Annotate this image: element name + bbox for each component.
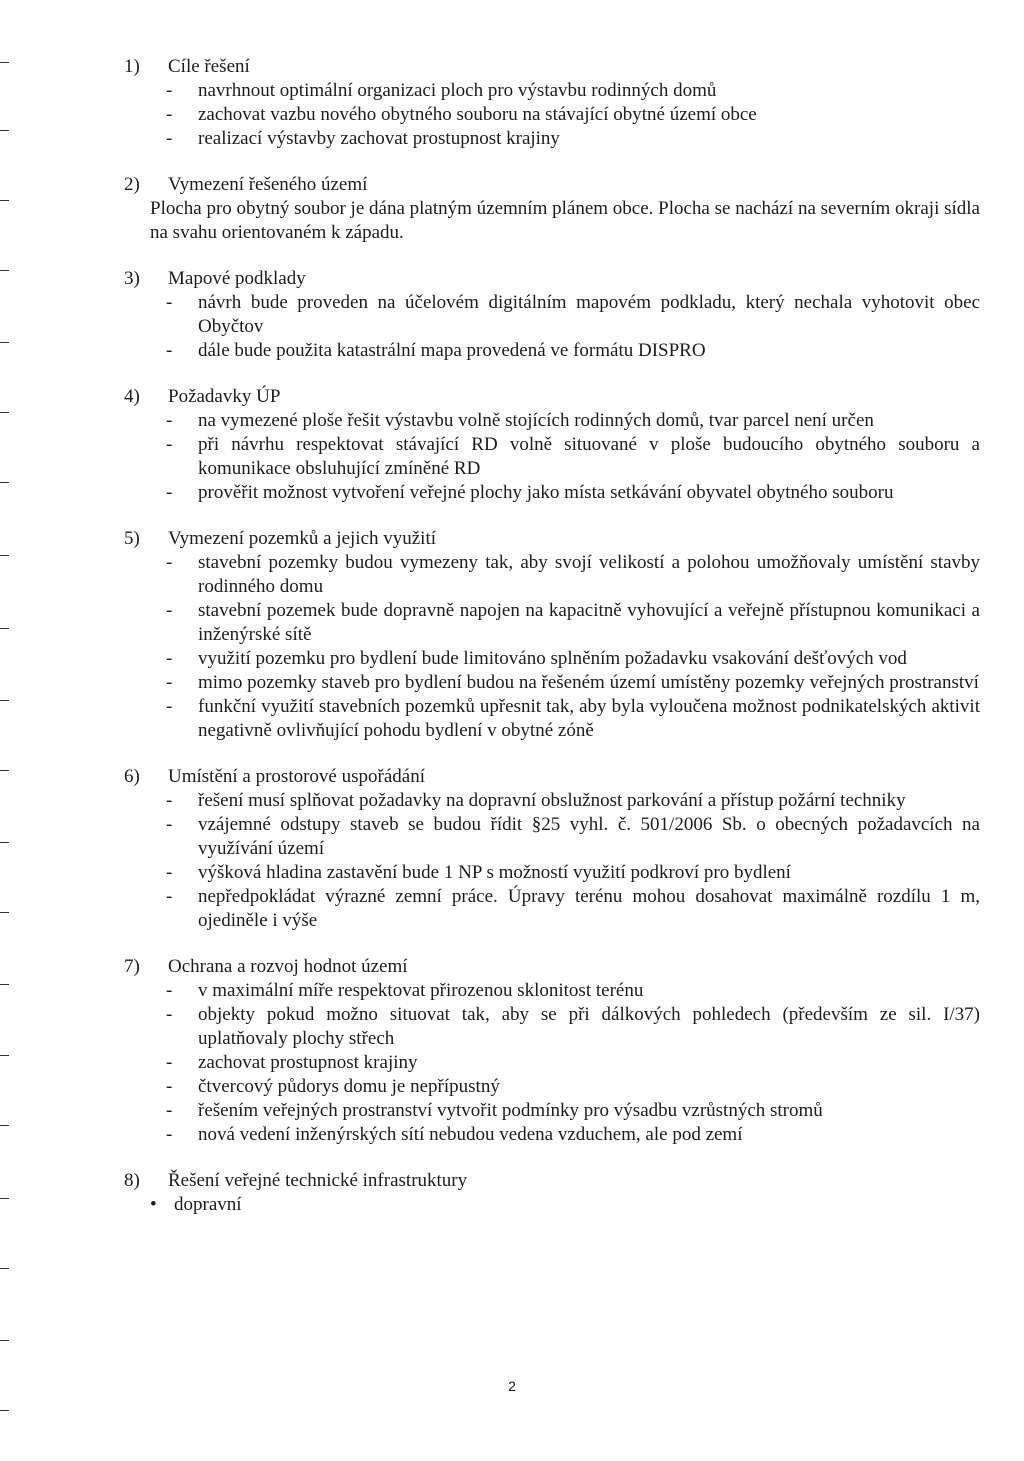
list-item bbox=[118, 671, 980, 695]
item-text: stavební pozemek bude dopravně napojen na kapacitně vyhovující a veřejně přístupnou komunikaci a inženýrské sítě bbox=[198, 600, 980, 645]
list-item bbox=[118, 103, 980, 127]
margin-tick bbox=[0, 628, 9, 629]
item-text: při návrhu respektovat stávající RD volně situované v ploše budoucího obytného souboru a komunikace obsluhující zmíněné RD bbox=[198, 434, 980, 479]
dash-marker: - bbox=[166, 1076, 173, 1097]
page-number: 2 bbox=[508, 1378, 516, 1394]
item-list bbox=[118, 979, 980, 1147]
item-list bbox=[118, 409, 980, 505]
item-text: dopravní bbox=[174, 1194, 242, 1215]
item-text: objekty pokud možno situovat tak, aby se při dálkových pohledech (především ze sil. I/37) uplatňovaly plochy střech bbox=[198, 1004, 980, 1049]
margin-tick bbox=[0, 700, 9, 701]
section-map-sources bbox=[118, 267, 980, 363]
dash-marker: - bbox=[166, 434, 173, 455]
margin-tick bbox=[0, 912, 9, 913]
margin-tick bbox=[0, 1125, 9, 1126]
list-item bbox=[118, 1003, 980, 1051]
list-item bbox=[118, 433, 980, 481]
item-text: řešení musí splňovat požadavky na dopravní obslužnost parkování a přístup požární techniky bbox=[198, 790, 906, 811]
dash-marker: - bbox=[166, 862, 173, 883]
item-text: nová vedení inženýrských sítí nebudou vedena vzduchem, ale pod zemí bbox=[198, 1124, 743, 1145]
item-text: navrhnout optimální organizaci ploch pro výstavbu rodinných domů bbox=[198, 80, 717, 101]
dash-marker: - bbox=[166, 980, 173, 1001]
item-text: vzájemné odstupy staveb se budou řídit §25 vyhl. č. 501/2006 Sb. o obecných požadavcích na využívání území bbox=[198, 814, 980, 859]
item-list bbox=[118, 291, 980, 363]
list-item bbox=[118, 789, 980, 813]
section-paragraph: Plocha pro obytný soubor je dána platným územním plánem obce. Plocha se nachází na severním okraji sídla na svahu orientovaném k západu. bbox=[150, 198, 980, 243]
item-text: zachovat vazbu nového obytného souboru na stávající obytné území obce bbox=[198, 104, 757, 125]
dash-marker: - bbox=[166, 1052, 173, 1073]
section-title: Řešení veřejné technické infrastruktury bbox=[168, 1170, 468, 1191]
dash-marker: - bbox=[166, 1004, 173, 1025]
section-number: 6) bbox=[124, 766, 140, 787]
dash-marker: - bbox=[166, 552, 173, 573]
dash-marker: - bbox=[166, 340, 173, 361]
section-number: 4) bbox=[124, 386, 140, 407]
list-item bbox=[118, 551, 980, 599]
bullet-marker: • bbox=[150, 1194, 157, 1215]
item-text: dále bude použita katastrální mapa provedená ve formátu DISPRO bbox=[198, 340, 706, 361]
item-text: mimo pozemky staveb pro bydlení budou na řešeném území umístěny pozemky veřejných prostranství bbox=[198, 672, 979, 693]
item-text: prověřit možnost vytvoření veřejné plochy jako místa setkávání obyvatel obytného souboru bbox=[198, 482, 894, 503]
section-number: 7) bbox=[124, 956, 140, 977]
item-text: stavební pozemky budou vymezeny tak, aby svojí velikostí a polohou umožňovaly umístění stavby rodinného domu bbox=[198, 552, 980, 597]
section-number: 2) bbox=[124, 174, 140, 195]
dash-marker: - bbox=[166, 790, 173, 811]
list-item bbox=[118, 1075, 980, 1099]
section-protection-development bbox=[118, 955, 980, 1147]
item-text: funkční využití stavebních pozemků upřesnit tak, aby byla vyloučena možnost podnikatelských aktivit negativně ovlivňující pohodu bydlení v obytné zóně bbox=[198, 696, 980, 741]
item-list bbox=[118, 79, 980, 151]
item-text: v maximální míře respektovat přirozenou sklonitost terénu bbox=[198, 980, 644, 1001]
item-text: na vymezené ploše řešit výstavbu volně stojících rodinných domů, tvar parcel není určen bbox=[198, 410, 874, 431]
list-item bbox=[118, 79, 980, 103]
dash-marker: - bbox=[166, 1100, 173, 1121]
list-item bbox=[118, 599, 980, 647]
dash-marker: - bbox=[166, 886, 173, 907]
list-item bbox=[118, 1051, 980, 1075]
dash-marker: - bbox=[166, 292, 173, 313]
dash-marker: - bbox=[166, 1124, 173, 1145]
section-number: 1) bbox=[124, 56, 140, 77]
section-number: 5) bbox=[124, 528, 140, 549]
section-title: Vymezení pozemků a jejich využití bbox=[168, 528, 437, 549]
document-content bbox=[118, 55, 980, 1239]
margin-tick bbox=[0, 342, 9, 343]
dash-marker: - bbox=[166, 410, 173, 431]
dash-marker: - bbox=[166, 80, 173, 101]
section-technical-infrastructure bbox=[118, 1169, 980, 1217]
section-title: Mapové podklady bbox=[168, 268, 306, 289]
dash-marker: - bbox=[166, 600, 173, 621]
item-text: realizací výstavby zachovat prostupnost krajiny bbox=[198, 128, 560, 149]
section-title: Ochrana a rozvoj hodnot území bbox=[168, 956, 408, 977]
section-placement-layout bbox=[118, 765, 980, 933]
margin-tick bbox=[0, 130, 9, 131]
dash-marker: - bbox=[166, 672, 173, 693]
margin-tick bbox=[0, 200, 9, 201]
section-title: Požadavky ÚP bbox=[168, 386, 281, 407]
section-number: 8) bbox=[124, 1170, 140, 1191]
list-item bbox=[118, 291, 980, 339]
list-item bbox=[118, 813, 980, 861]
item-text: návrh bude proveden na účelovém digitálním mapovém podkladu, který nechala vyhotovit obec Obyčtov bbox=[198, 292, 980, 337]
item-text: výšková hladina zastavění bude 1 NP s možností využití podkroví pro bydlení bbox=[198, 862, 791, 883]
item-text: nepředpokládat výrazné zemní práce. Úpravy terénu mohou dosahovat maximálně rozdílu 1 m, ojediněle i výše bbox=[198, 886, 980, 931]
list-item bbox=[118, 1099, 980, 1123]
section-title: Umístění a prostorové uspořádání bbox=[168, 766, 425, 787]
section-title: Cíle řešení bbox=[168, 56, 250, 77]
section-goals bbox=[118, 55, 980, 151]
dash-marker: - bbox=[166, 104, 173, 125]
bullet-item bbox=[118, 1193, 980, 1217]
dash-marker: - bbox=[166, 696, 173, 717]
list-item bbox=[118, 1123, 980, 1147]
margin-tick bbox=[0, 984, 9, 985]
list-item bbox=[118, 481, 980, 505]
list-item bbox=[118, 885, 980, 933]
list-item bbox=[118, 979, 980, 1003]
section-number: 3) bbox=[124, 268, 140, 289]
item-text: řešením veřejných prostranství vytvořit podmínky pro výsadbu vzrůstných stromů bbox=[198, 1100, 823, 1121]
margin-tick bbox=[0, 1198, 9, 1199]
item-text: zachovat prostupnost krajiny bbox=[198, 1052, 418, 1073]
item-list bbox=[118, 789, 980, 933]
item-list bbox=[118, 551, 980, 743]
margin-tick bbox=[0, 270, 9, 271]
margin-tick bbox=[0, 842, 9, 843]
margin-tick bbox=[0, 770, 9, 771]
dash-marker: - bbox=[166, 814, 173, 835]
item-text: využití pozemku pro bydlení bude limitováno splněním požadavku vsakování dešťových vod bbox=[198, 648, 907, 669]
list-item bbox=[118, 127, 980, 151]
margin-tick bbox=[0, 555, 9, 556]
item-text: čtvercový půdorys domu je nepřípustný bbox=[198, 1076, 500, 1097]
list-item bbox=[118, 409, 980, 433]
margin-tick bbox=[0, 62, 9, 63]
section-title: Vymezení řešeného území bbox=[168, 174, 368, 195]
margin-tick bbox=[0, 1055, 9, 1056]
section-plot-definition bbox=[118, 527, 980, 743]
dash-marker: - bbox=[166, 482, 173, 503]
margin-tick bbox=[0, 1340, 9, 1341]
list-item bbox=[118, 339, 980, 363]
section-area-definition bbox=[118, 173, 980, 245]
list-item bbox=[118, 861, 980, 885]
dash-marker: - bbox=[166, 128, 173, 149]
list-item bbox=[118, 695, 980, 743]
margin-tick bbox=[0, 482, 9, 483]
margin-tick bbox=[0, 1268, 9, 1269]
section-zoning-requirements bbox=[118, 385, 980, 505]
list-item bbox=[118, 647, 980, 671]
dash-marker: - bbox=[166, 648, 173, 669]
margin-tick bbox=[0, 412, 9, 413]
margin-tick bbox=[0, 1410, 9, 1411]
